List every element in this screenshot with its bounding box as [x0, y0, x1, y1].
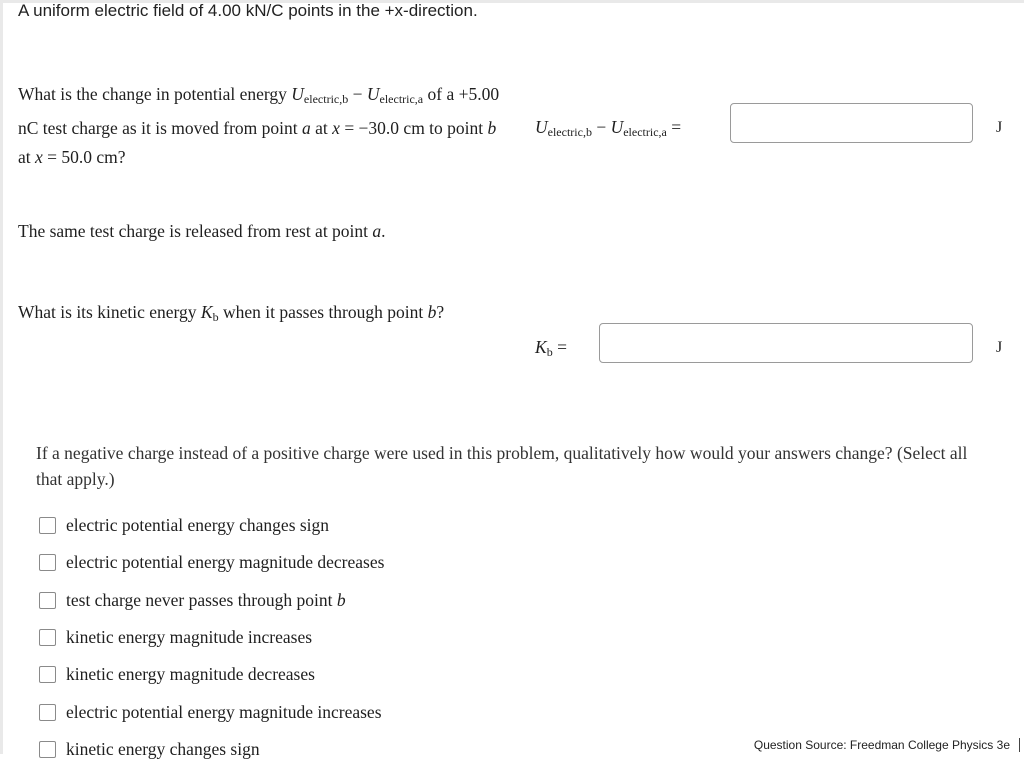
- option-ke-changes-sign[interactable]: kinetic energy changes sign: [39, 731, 384, 768]
- divider: [1019, 738, 1020, 752]
- delta-u-answer-input[interactable]: [730, 103, 973, 143]
- problem-intro: A uniform electric field of 4.00 kN/C points in the +x-direction.: [18, 1, 478, 20]
- kinetic-energy-answer-label: $K_b$ =: [535, 337, 567, 359]
- left-border: [0, 0, 3, 754]
- option-never-passes-point-b[interactable]: test charge never passes through point b: [39, 582, 384, 619]
- question-1-text: What is the change in potential energy $U_{electric,b} - U_{electric,a}$ of a +5.00 nC test charge as it is moved from point a at x = −30.0 cm to point b at x = 50.0 cm?: [18, 84, 500, 167]
- question-2-text: The same test charge is released from rest at point a.: [18, 221, 386, 241]
- question-4-text: If a negative charge instead of a positive charge were used in this problem, qualitatively how would your answers change? (Select all that apply.): [36, 443, 968, 489]
- option-ke-magnitude-decreases[interactable]: kinetic energy magnitude decreases: [39, 656, 384, 693]
- option-electric-pe-magnitude-decreases[interactable]: electric potential energy magnitude decreases: [39, 544, 384, 581]
- option-electric-pe-magnitude-increases[interactable]: electric potential energy magnitude increases: [39, 693, 384, 730]
- checkbox[interactable]: [39, 517, 56, 534]
- checkbox[interactable]: [39, 629, 56, 646]
- option-ke-magnitude-increases[interactable]: kinetic energy magnitude increases: [39, 619, 384, 656]
- answer-options-list: [39, 507, 384, 768]
- option-electric-pe-changes-sign[interactable]: electric potential energy changes sign: [39, 507, 384, 544]
- checkbox[interactable]: [39, 592, 56, 609]
- checkbox[interactable]: [39, 666, 56, 683]
- kinetic-energy-unit: J: [996, 339, 1003, 356]
- kinetic-energy-answer-input[interactable]: [599, 323, 973, 363]
- delta-u-answer-label: $U_{electric,b} - U_{electric,a}$ =: [535, 117, 682, 139]
- question-source: Question Source: Freedman College Physics 3e: [753, 738, 1010, 752]
- checkbox[interactable]: [39, 741, 56, 758]
- checkbox[interactable]: [39, 704, 56, 721]
- checkbox[interactable]: [39, 554, 56, 571]
- question-3-text: What is its kinetic energy $K_b$ when it passes through point b?: [18, 302, 445, 324]
- delta-u-unit: J: [996, 119, 1003, 136]
